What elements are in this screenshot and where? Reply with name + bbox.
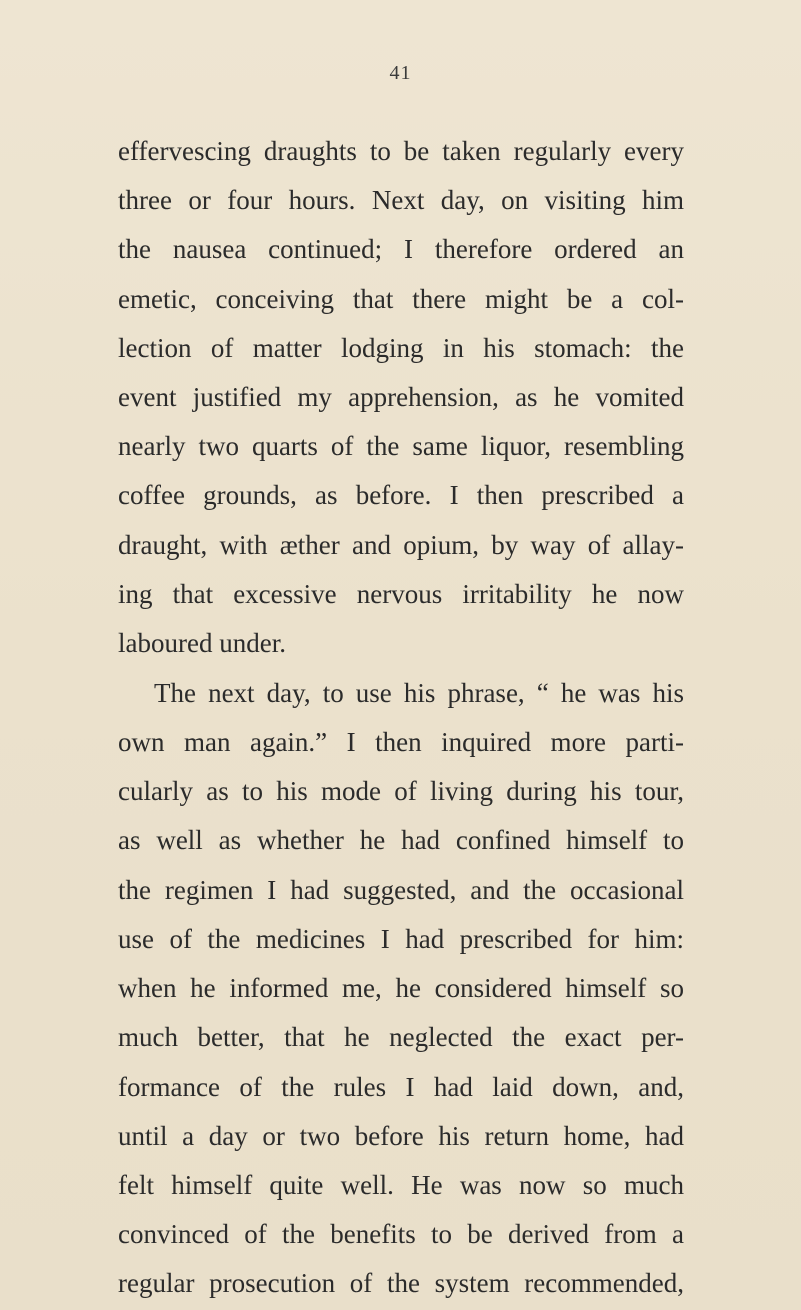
text-line: emetic, conceiving that there might be a col- bbox=[118, 284, 684, 314]
text-line: as well as whether he had confined himself to bbox=[118, 825, 684, 855]
text-line: felt himself quite well. He was now so much bbox=[118, 1170, 684, 1200]
text-line: the regimen I had suggested, and the occasional bbox=[118, 875, 684, 905]
text-line: effervescing draughts to be taken regularly every bbox=[118, 136, 684, 166]
text-line: draught, with æther and opium, by way of allay- bbox=[118, 530, 684, 560]
text-line: The next day, to use his phrase, “ he was his bbox=[154, 678, 684, 708]
text-line: cularly as to his mode of living during his tour, bbox=[118, 776, 684, 806]
text-line: own man again.” I then inquired more parti- bbox=[118, 727, 684, 757]
text-line: the nausea continued; I therefore ordered an bbox=[118, 234, 684, 264]
text-line: use of the medicines I had prescribed for him: bbox=[118, 924, 684, 954]
text-line: laboured under. bbox=[118, 628, 286, 658]
page-number: 41 bbox=[389, 62, 412, 84]
text-line: until a day or two before his return home, had bbox=[118, 1121, 684, 1151]
text-line: ing that excessive nervous irritability he now bbox=[118, 579, 684, 609]
text-line: lection of matter lodging in his stomach: the bbox=[118, 333, 684, 363]
text-line: convinced of the benefits to be derived from a bbox=[118, 1219, 684, 1249]
text-line: when he informed me, he considered himself so bbox=[118, 973, 684, 1003]
text-line: formance of the rules I had laid down, and, bbox=[118, 1072, 684, 1102]
text-line: event justified my apprehension, as he vomited bbox=[118, 382, 684, 412]
text-line: much better, that he neglected the exact per- bbox=[118, 1022, 684, 1052]
text-line: regular prosecution of the system recommended, bbox=[118, 1268, 684, 1298]
text-line: coffee grounds, as before. I then prescribed a bbox=[118, 480, 684, 510]
text-line: nearly two quarts of the same liquor, resembling bbox=[118, 431, 684, 461]
text-line: three or four hours. Next day, on visiting him bbox=[118, 185, 684, 215]
